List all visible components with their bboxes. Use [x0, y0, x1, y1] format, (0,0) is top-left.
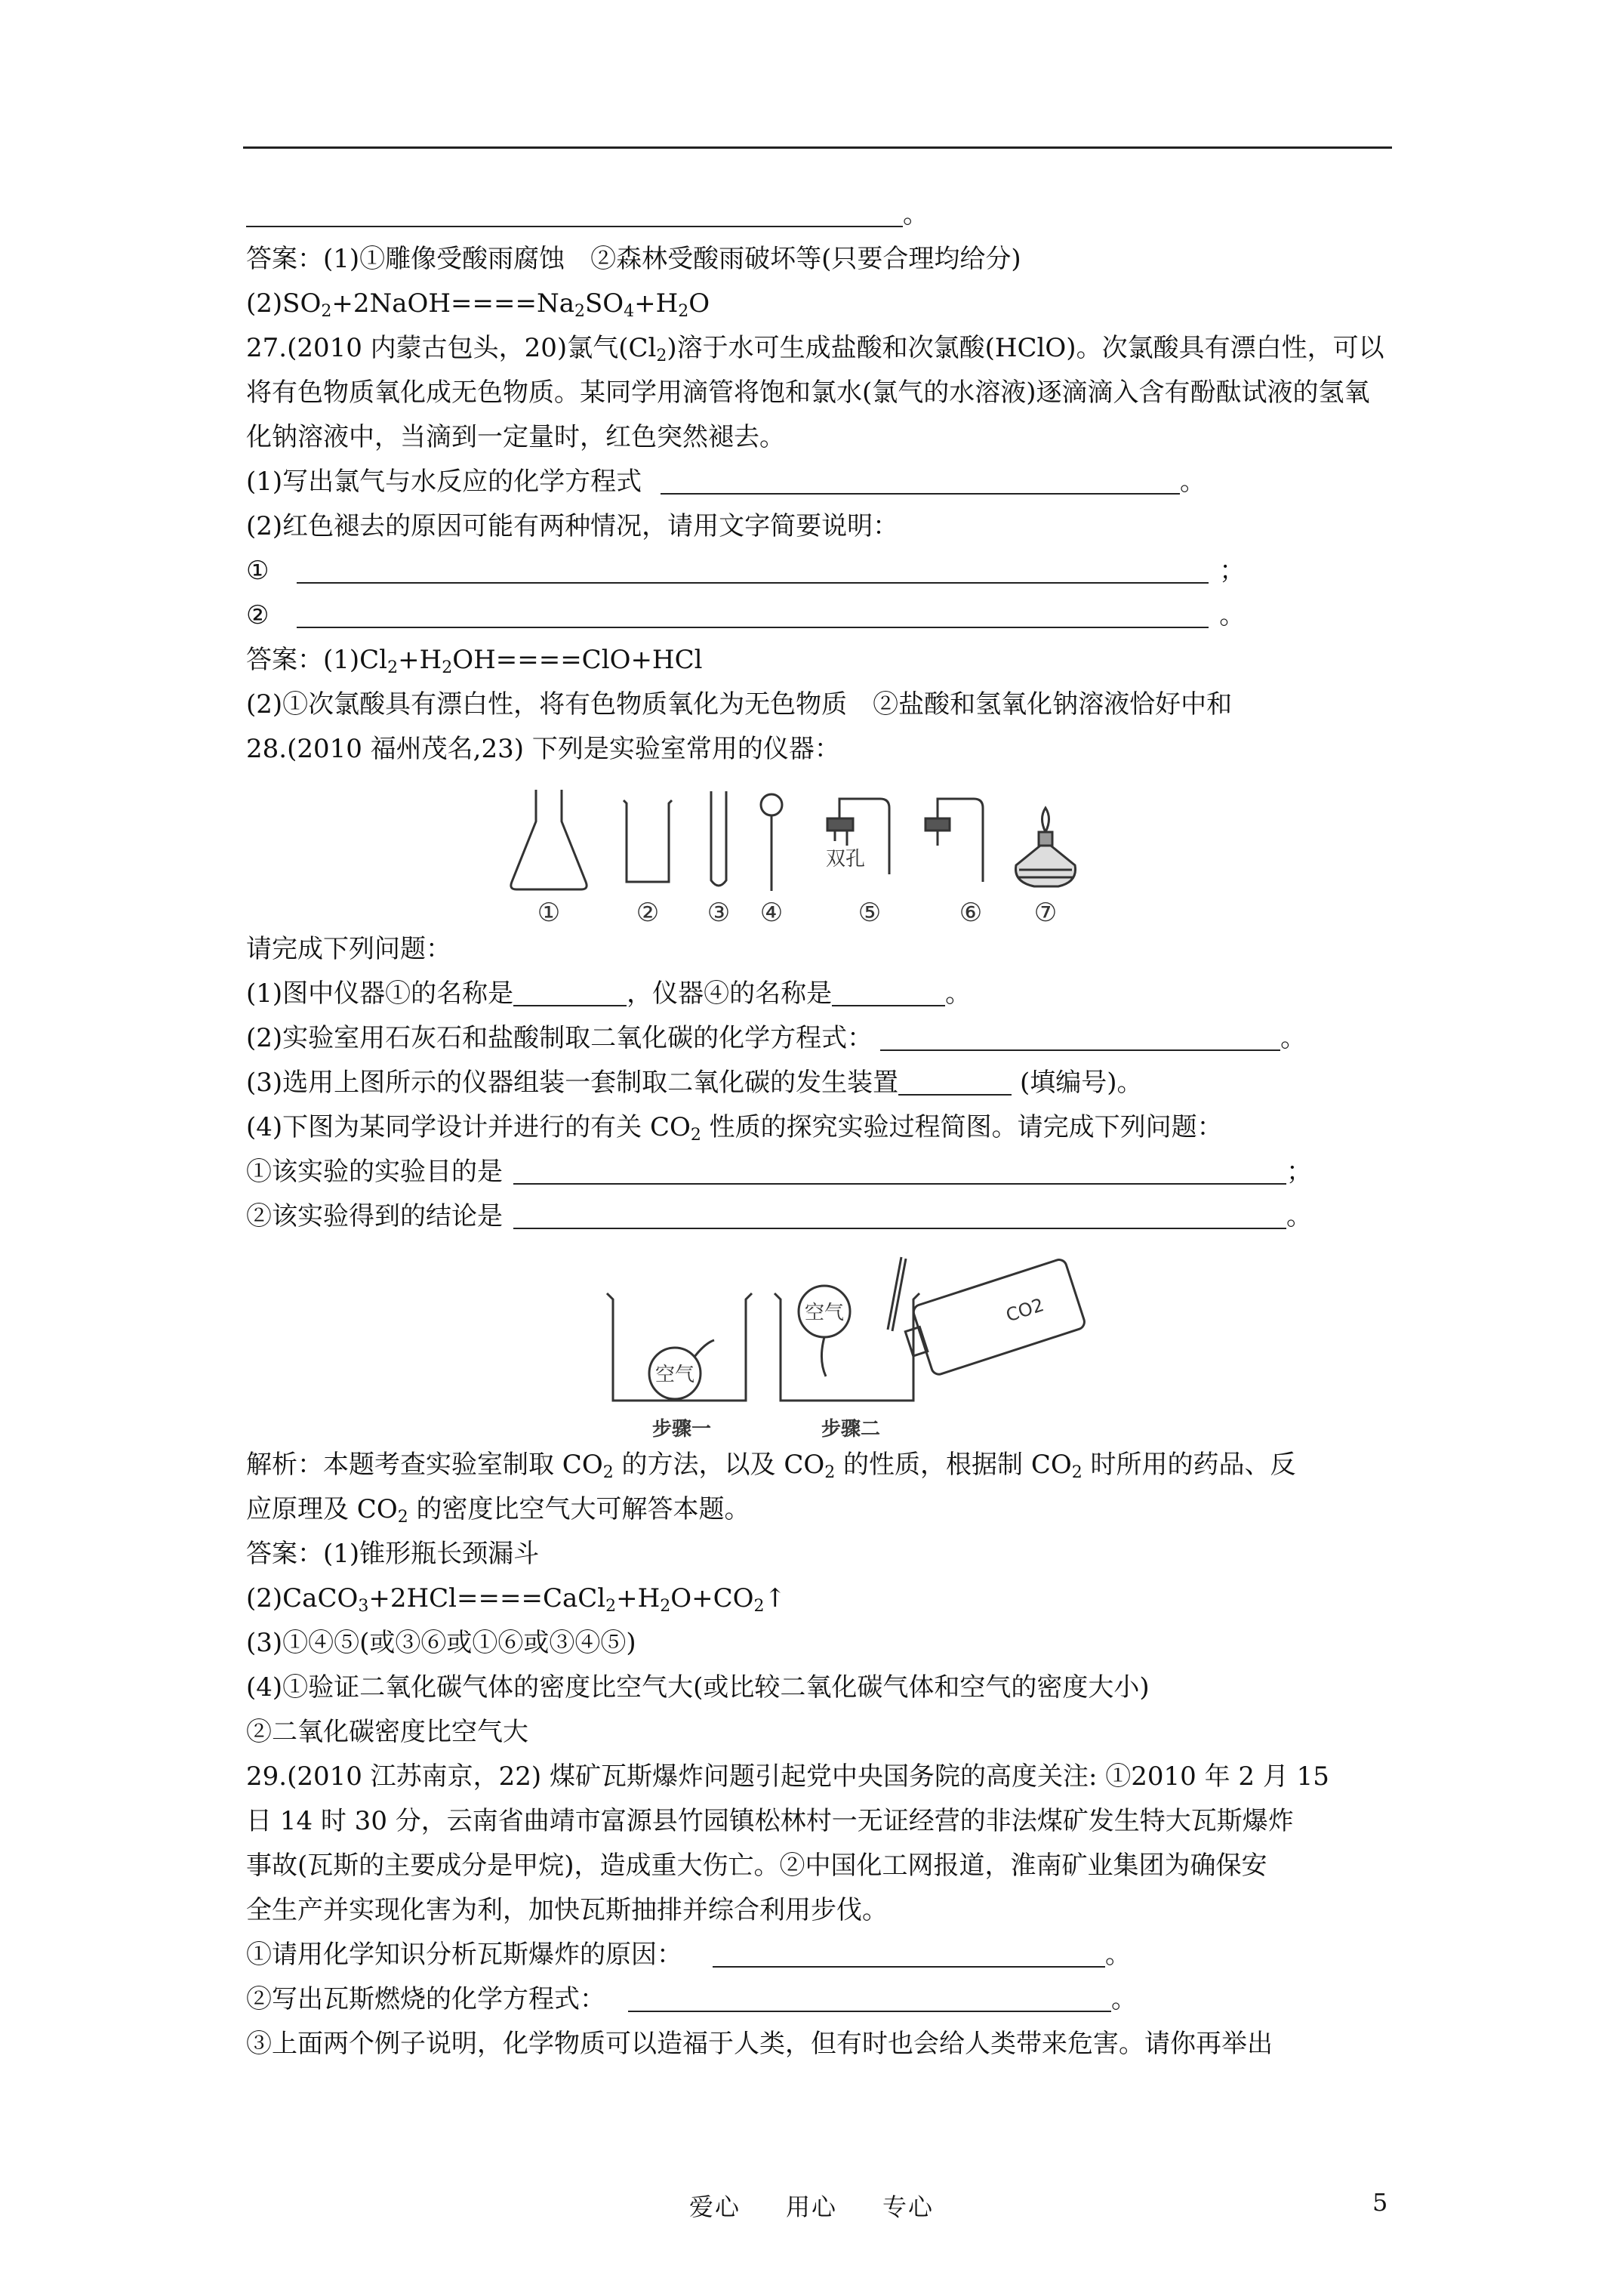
- question-29-6: ②写出瓦斯燃烧的化学方程式： 。: [246, 1977, 1394, 2022]
- co2-bottle-icon: [899, 1258, 1086, 1380]
- question-28-3: (3)选用上图所示的仪器组装一套制取二氧化碳的发生装置 (填编号)。: [246, 1061, 1394, 1105]
- question-28-2: (2)实验室用石灰石和盐酸制取二氧化碳的化学方程式： 。: [246, 1016, 1394, 1061]
- page-number: 5: [1372, 2188, 1388, 2217]
- step2-label: 步骤二: [821, 1418, 881, 1441]
- answer-blank: [880, 1019, 1280, 1051]
- stopper-tube-icon: [925, 799, 983, 882]
- apparatus-label-3: ③: [707, 898, 731, 927]
- analysis-2: 应原理及 $CO_2$ 的密度比空气大可解答本题。: [246, 1494, 750, 1527]
- question-27-2-a: ① ；: [246, 549, 1394, 593]
- question-28-4: (4)下图为某同学设计并进行的有关 $CO_2$ 性质的探究实验过程简图。请完成下列问题：: [246, 1112, 1223, 1145]
- answer-26-2: $(2)SO_2+2NaOH====Na_2SO_4+H_2O$: [246, 288, 710, 321]
- analysis-1: 解析：本题考查实验室制取 $CO_2$ 的方法，以及 $CO_2$ 的性质，根据制 $CO_2$ 时所用的药品、反: [246, 1450, 1296, 1482]
- beaker-icon: [624, 800, 672, 882]
- apparatus-label-5: ⑤: [858, 898, 882, 927]
- answer-blank: [832, 975, 945, 1006]
- question-28: 28.(2010 福州茂名,23) 下列是实验室常用的仪器：: [246, 734, 840, 764]
- answer-blank: [713, 1936, 1105, 1968]
- answer-28-5: ②二氧化碳密度比空气大: [246, 1717, 528, 1747]
- long-neck-funnel-icon: [761, 794, 782, 891]
- answer-blank-line: 。: [246, 193, 1394, 237]
- question-29-1: 29.(2010 江苏南京，22) 煤矿瓦斯爆炸问题引起党中央国务院的高度关注: ①2010 年 2 月 15: [246, 1761, 1329, 1792]
- answer-27-1: 答案：$(1)Cl_2+H_2OH====ClO+HCl$: [246, 645, 703, 677]
- alcohol-lamp-icon: [1016, 808, 1076, 886]
- answer-blank: [661, 463, 1180, 495]
- question-29-5: ①请用化学知识分析瓦斯爆炸的原因： 。: [246, 1933, 1394, 1977]
- question-28-1: (1)图中仪器①的名称是 ，仪器④的名称是 。: [246, 972, 1394, 1016]
- answer-28-4: (4)①验证二氧化碳气体的密度比空气大(或比较二氧化碳气体和空气的密度大小): [246, 1672, 1150, 1703]
- question-27: 27.(2010 内蒙古包头，20)氯气$(Cl_2)$溶于水可生成盐酸和次氯酸(HClO)。次氯酸具有漂白性，可以将有色物质氧化成无色物质。某同学用滴管将饱和氯水(氯气的水溶液)逐滴滴入含有酚酞试液的氢氧化钠溶液中，当滴到一定量时，红色突然褪去。: [246, 333, 1384, 452]
- answer-blank: [297, 596, 1209, 628]
- question-27-2-b: ② 。: [246, 593, 1394, 638]
- answer-blank: [297, 552, 1209, 584]
- answer-28-2: $(2)CaCO_3+2HCl====CaCl_2+H_2O+CO_2↑$: [246, 1583, 787, 1616]
- answer-blank: [628, 1980, 1111, 2012]
- question-29-7: ③上面两个例子说明，化学物质可以造福于人类，但有时也会给人类带来危害。请你再举出: [246, 2029, 1273, 2059]
- answer-26-1: 答案：(1)①雕像受酸雨腐蚀 ②森林受酸雨破坏等(只要合理均给分): [246, 244, 1021, 274]
- apparatus-svg: [246, 776, 1394, 927]
- test-tube-icon: [711, 791, 726, 886]
- question-27-1: (1)写出氯气与水反应的化学方程式 。: [246, 460, 1394, 504]
- question-28-intro: 请完成下列问题：: [246, 934, 451, 964]
- answer-blank: [246, 196, 903, 227]
- stopper-label: 双孔: [826, 848, 866, 871]
- conical-flask-icon: [511, 790, 587, 889]
- answer-28-3: (3)①④⑤(或③⑥或①⑥或③④⑤): [246, 1628, 636, 1658]
- answer-blank: [898, 1064, 1012, 1096]
- balloon-label-step1: 空气: [655, 1364, 695, 1386]
- answer-27-2: (2)①次氯酸具有漂白性，将有色物质氧化为无色物质 ②盐酸和氢氧化钠溶液恰好中和: [246, 689, 1233, 720]
- apparatus-figure: [246, 776, 1394, 927]
- apparatus-label-2: ②: [636, 898, 660, 927]
- step1-label: 步骤一: [652, 1418, 712, 1441]
- question-29-2: 日 14 时 30 分，云南省曲靖市富源县竹园镇松林村一无证经营的非法煤矿发生特大瓦斯爆炸: [246, 1806, 1294, 1836]
- question-28-4-1: ①该实验的实验目的是 ；: [246, 1150, 1394, 1194]
- answer-blank: [513, 1153, 1286, 1185]
- apparatus-label-1: ①: [537, 898, 561, 927]
- apparatus-label-6: ⑥: [959, 898, 983, 927]
- document-body: [246, 193, 1394, 2066]
- beaker-step2-icon: [775, 1293, 919, 1401]
- balloon-label-step2: 空气: [805, 1302, 845, 1324]
- apparatus-label-4: ④: [759, 898, 784, 927]
- co2-experiment-figure: [246, 1247, 1394, 1443]
- co2-bottle-label: CO2: [1003, 1294, 1047, 1327]
- question-29-3: 事故(瓦斯的主要成分是甲烷)，造成重大伤亡。②中国化工网报道，淮南矿业集团为确保安: [246, 1851, 1267, 1881]
- question-29-4: 全生产并实现化害为利，加快瓦斯抽排并综合利用步伐。: [246, 1895, 888, 1925]
- apparatus-label-7: ⑦: [1033, 898, 1058, 927]
- answer-28-1: 答案：(1)锥形瓶长颈漏斗: [246, 1539, 540, 1569]
- footer-slogan: 爱心 用心 专心: [688, 2193, 935, 2221]
- answer-blank: [513, 975, 627, 1006]
- question-28-4-2: ②该实验得到的结论是 。: [246, 1194, 1394, 1239]
- header-rule: [243, 146, 1392, 149]
- answer-blank: [513, 1197, 1286, 1229]
- co2-experiment-svg: [246, 1247, 1394, 1443]
- question-27-2: (2)红色褪去的原因可能有两种情况，请用文字简要说明：: [246, 511, 899, 541]
